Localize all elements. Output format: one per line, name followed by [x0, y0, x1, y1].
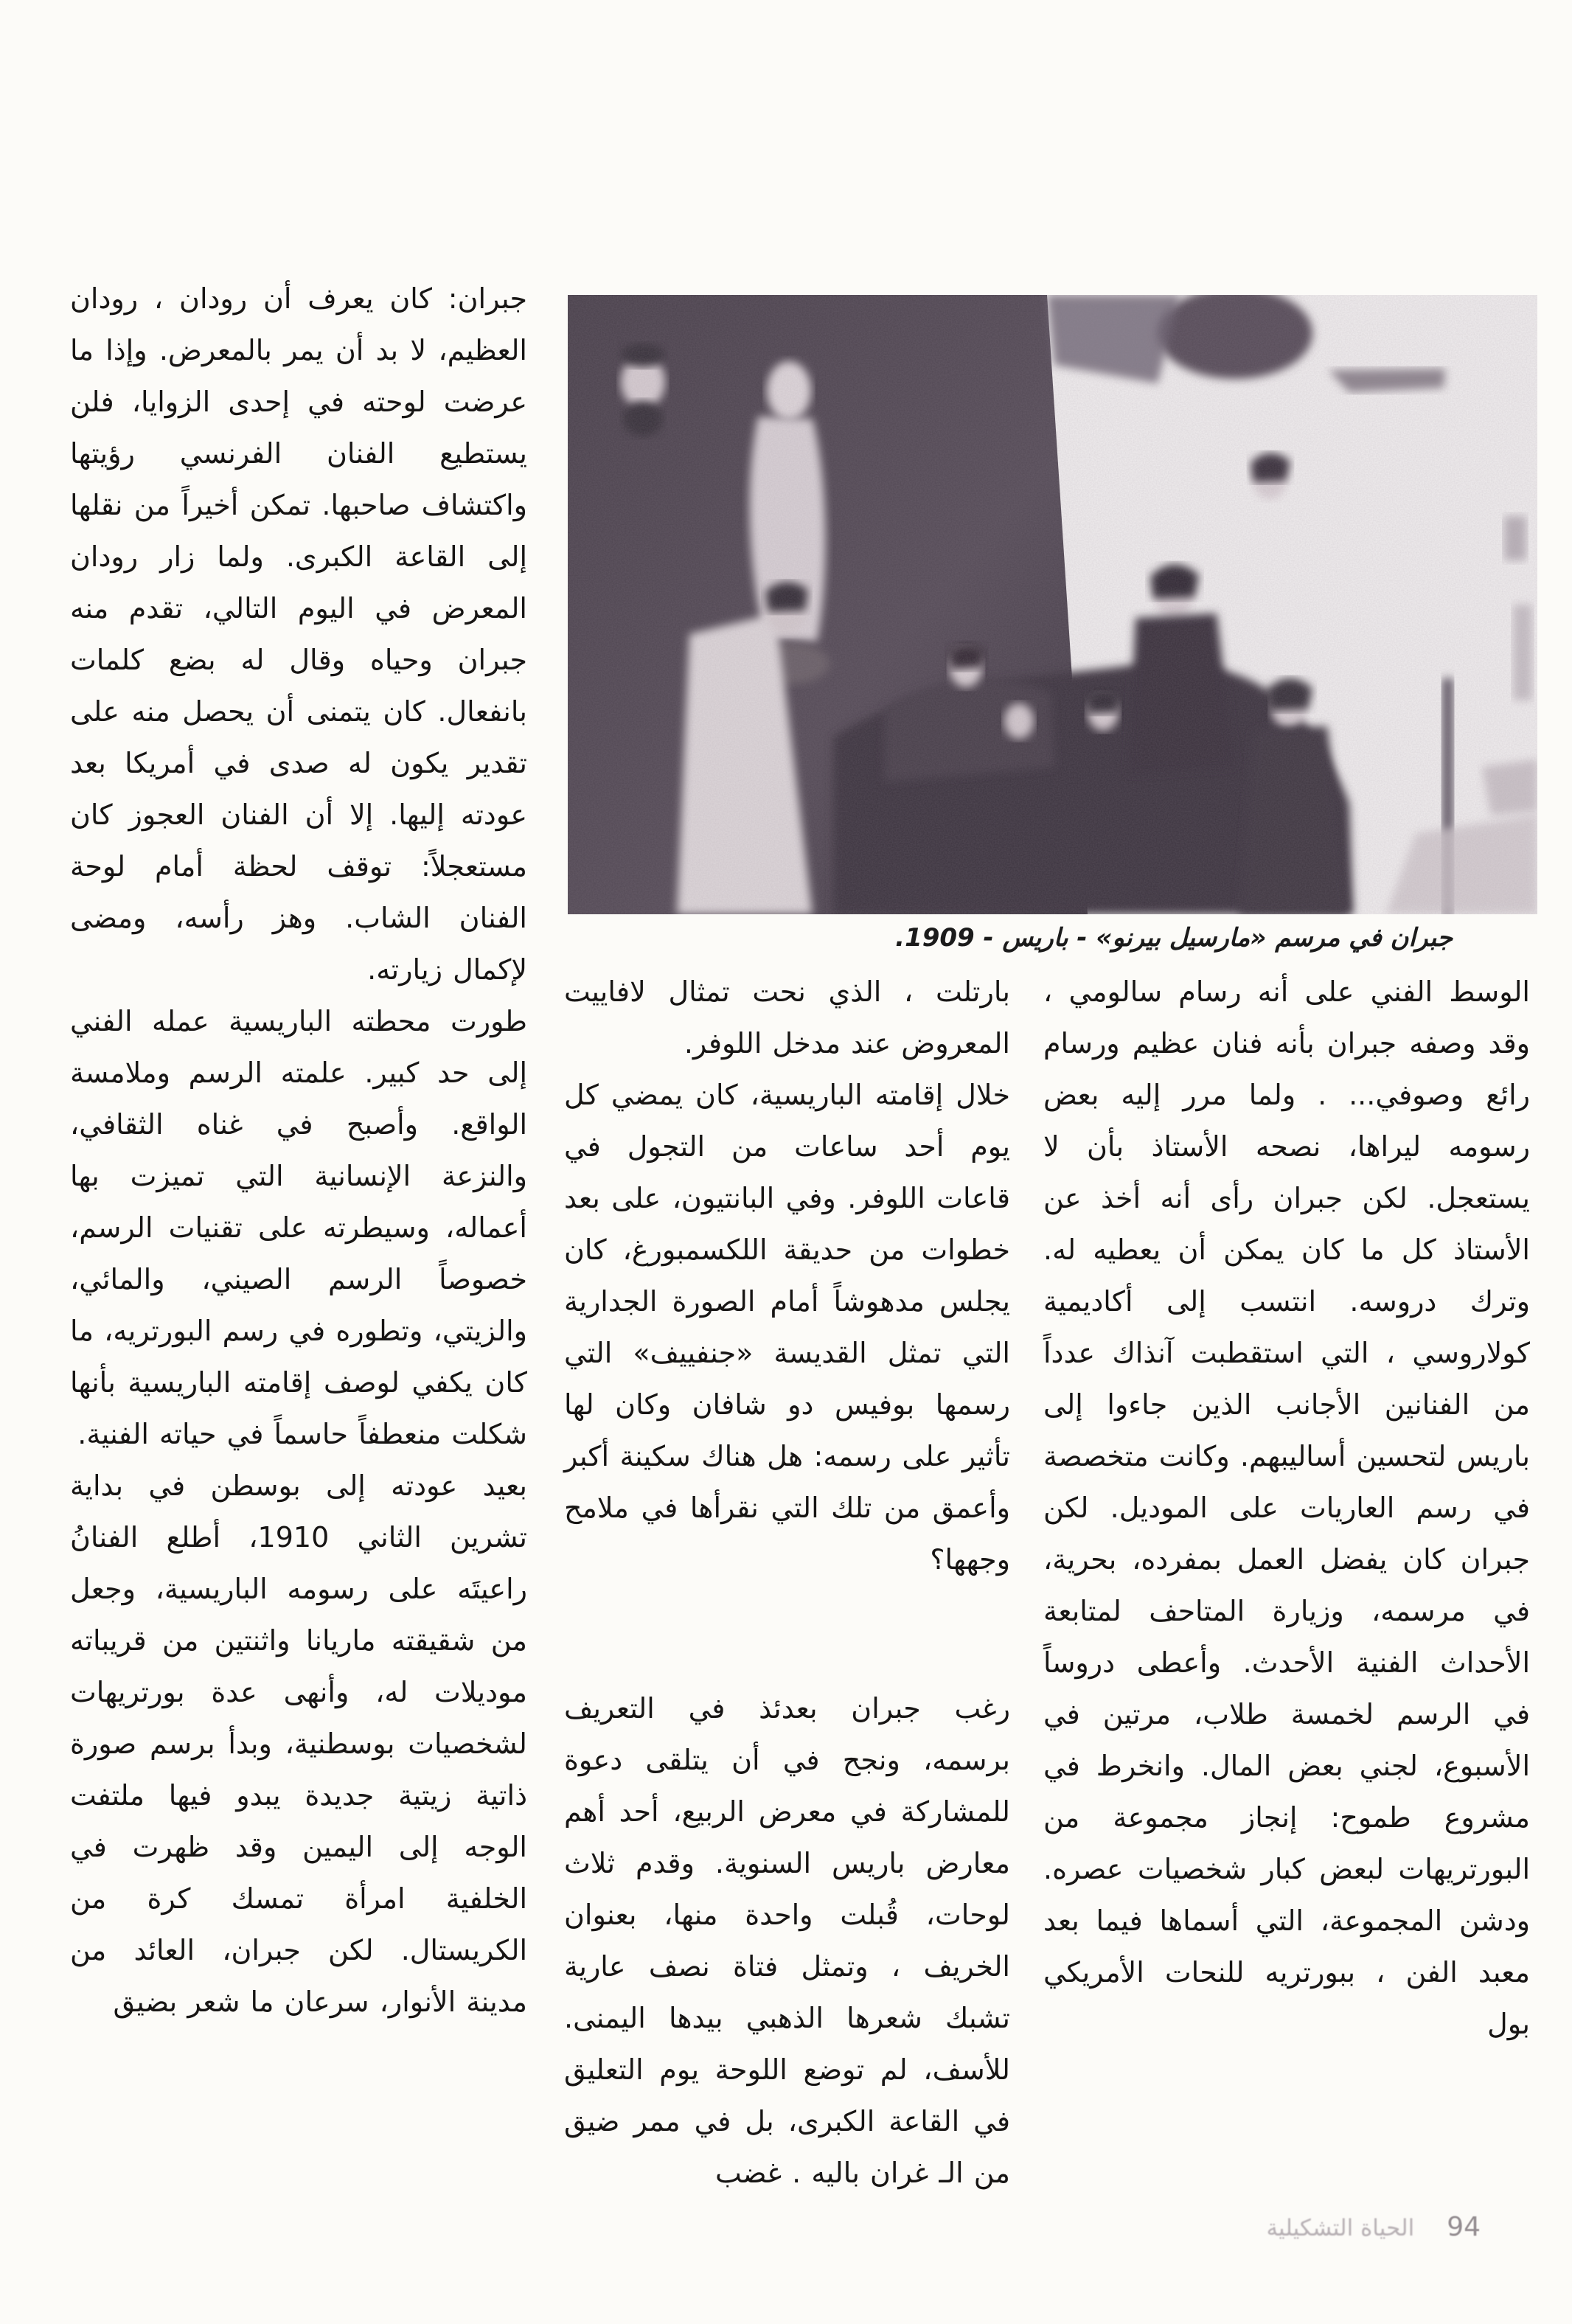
journal-title: الحياة التشكيلية: [1266, 2215, 1415, 2241]
paragraph: طورت محطته الباريسية عمله الفني إلى حد كبير. علمته الرسم وملامسة الواقع. وأصبح في غناه الثقافي، والنزعة الإنسانية التي تميزت بها أعماله، وسيطرته على تقنيات الرسم، خصوصاً الرسم الصيني، والمائي، والزيتي، وتطوره في رسم البورتريه، ما كان يكفي لوصف إقامته الباريسية بأنها شكلت منعطفاً حاسماً في حياته الفنية.: [70, 1005, 527, 1450]
paragraph: رغب جبران بعدئذ في التعريف برسمه، ونجح في أن يتلقى دعوة للمشاركة في معرض الربيع، أحد أهم معارض باريس السنوية. وقدم ثلاث لوحات، قُبلت واحدة منها، بعنوان الخريف ، وتمثل فتاة نصف عارية تشبك شعرها الذهبي بيدها اليمنى. للأسف، لم توضع اللوحة يوم التعليق في القاعة الكبرى، بل في ممر ضيق من الـ غران باليه . غضب: [564, 1692, 1010, 2189]
paragraph: بارتلت ، الذي نحت تمثال لافاييت المعروض عند مدخل اللوفر.: [564, 975, 1010, 1060]
paragraph: خلال إقامته الباريسية، كان يمضي كل يوم أحد ساعات من التجول في قاعات اللوفر. وفي البانتيون، على بعد خطوات من حديقة اللكسمبورغ، كان يجلس مدهوشاً أمام الصورة الجدارية التي تمثل القديسة «جنفييف» التي رسمها بوفيس دو شافان وكان لها تأثير على رسمه: هل هناك سكينة أكبر وأعمق من تلك التي نقرأها في ملامح وجهها؟: [564, 1079, 1010, 1576]
studio-photo: [568, 295, 1537, 914]
column-middle: [564, 966, 1010, 2189]
column-right: [1043, 966, 1530, 2057]
page-footer: [1266, 2212, 1481, 2242]
column-left: [70, 273, 527, 2057]
page-number: 94: [1447, 2212, 1481, 2242]
paragraph: جبران: كان يعرف أن رودان ، رودان العظيم، لا بد أن يمر بالمعرض. وإذا ما عرضت لوحته في إحدى الزوايا، فلن يستطيع الفنان الفرنسي رؤيتها واكتشاف صاحبها. تمكن أخيراً من نقلها إلى القاعة الكبرى. ولما زار رودان المعرض في اليوم التالي، تقدم منه جبران وحياه وقال له بضع كلمات بانفعال. كان يتمنى أن يحصل منه على تقدير يكون له صدى في أمريكا بعد عودته إليها. إلا أن الفنان العجوز كان مستعجلاً: توقف لحظة أمام لوحة الفنان الشاب. وهز رأسه، ومضى لإكمال زيارته.: [70, 282, 527, 986]
paragraph: بعيد عودته إلى بوسطن في بداية تشرين الثاني 1910، أطلع الفنانُ راعيتَه على رسومه الباريسية، وجعل من شقيقته ماريانا واثنتين من قريباته موديلات له، وأنهى عدة بورتريهات لشخصيات بوسطنية، وبدأ برسم صورة ذاتية زيتية جديدة يبدو فيها ملتفت الوجه إلى اليمين وقد ظهرت في الخلفية امرأة تمسك كرة من الكريستال. لكن جبران، العائد من مدينة الأنوار، سرعان ما شعر بضيق: [70, 1469, 527, 2018]
paragraph: الوسط الفني على أنه رسام سالومي ، وقد وصفه جبران بأنه فنان عظيم ورسام رائع وصوفي... . ولما مرر إليه بعض رسومه ليراها، نصحه الأستاذ بأن لا يستعجل. لكن جبران رأى أنه أخذ عن الأستاذ كل ما كان يمكن أن يعطيه له. وترك دروسه. انتسب إلى أكاديمية كولاروسي ، التي استقطبت آنذاك عدداً من الفنانين الأجانب الذين جاءوا إلى باريس لتحسين أساليبهم. وكانت متخصصة في رسم العاريات على الموديل. لكن جبران كان يفضل العمل بمفرده، بحرية، في مرسمه، وزيارة المتاحف لمتابعة الأحداث الفنية الأحدث. وأعطى دروساً في الرسم لخمسة طلاب، مرتين في الأسبوع، لجني بعض المال. وانخرط في مشروع طموح: إنجاز مجموعة من البورتريهات لبعض كبار شخصيات عصره. ودشن المجموعة، التي أسماها فيما بعد معبد الفن ، ببورتريه للنحات الأمريكي بول: [1043, 975, 1530, 2040]
studio-photo-illustration: [568, 295, 1537, 914]
photo-caption: جبران في مرسم «مارسيل بيرنو» - باريس - 1909.: [895, 923, 1453, 953]
